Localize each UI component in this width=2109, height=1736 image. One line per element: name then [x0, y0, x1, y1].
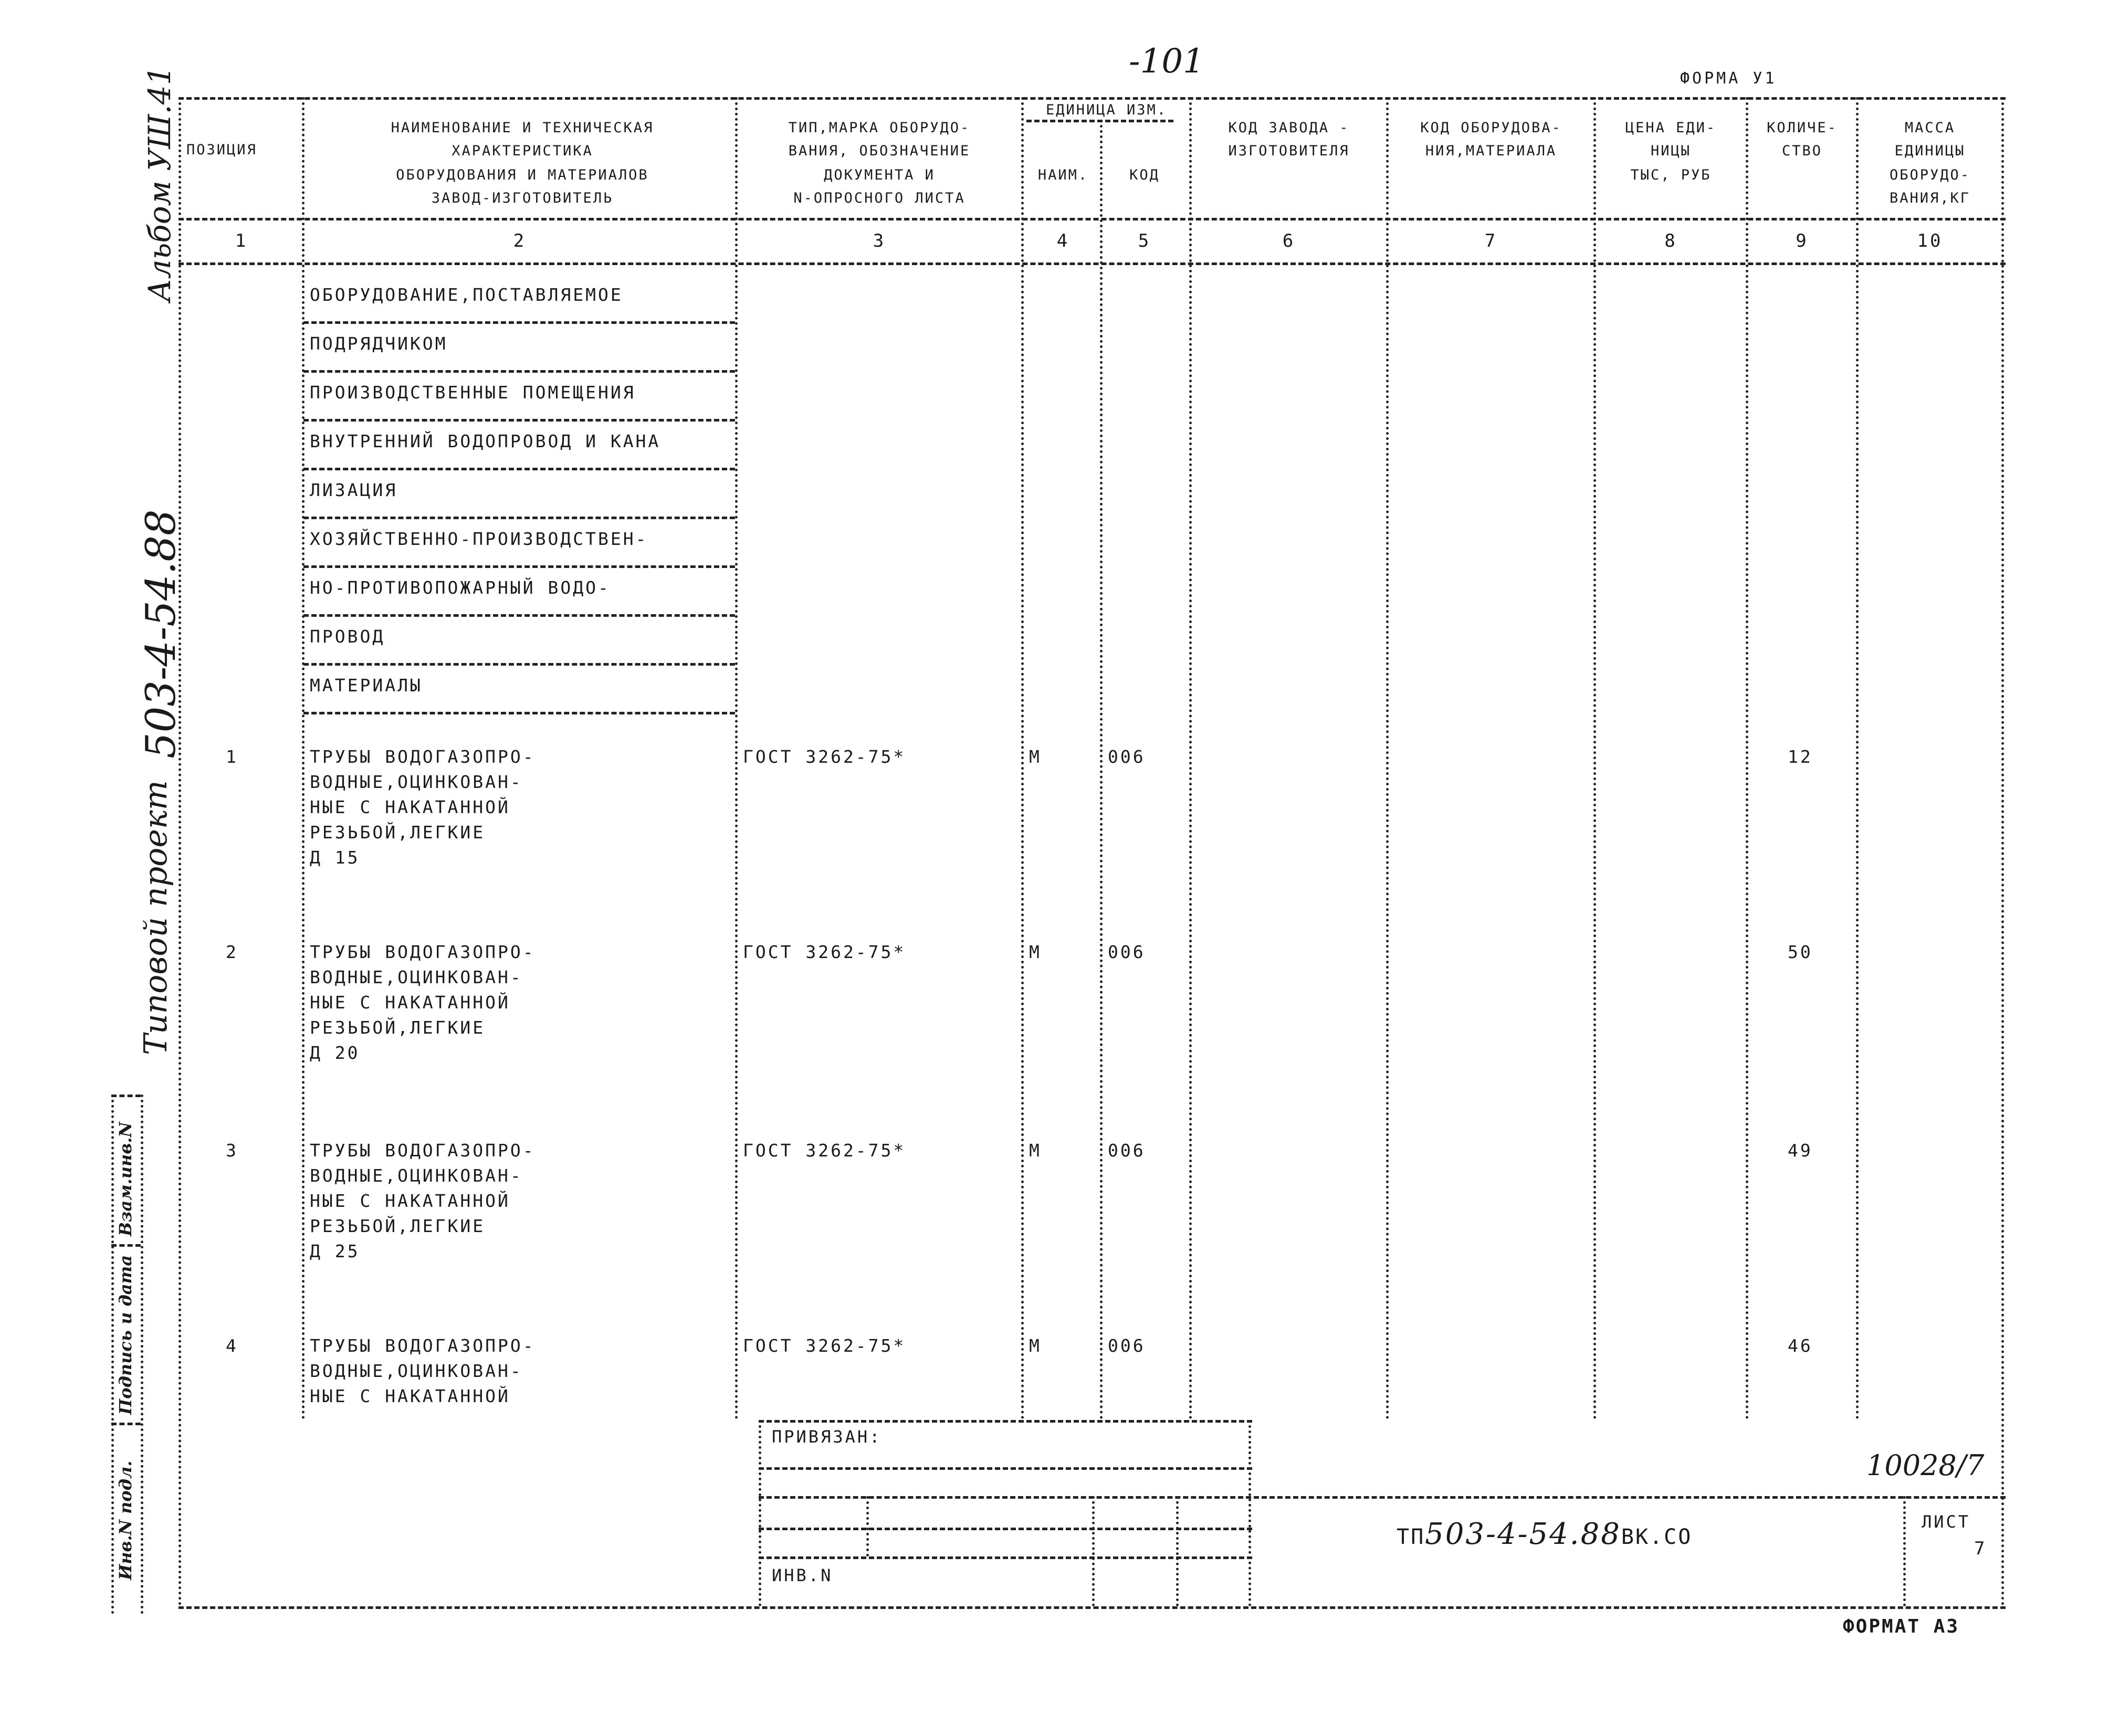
colnum-7: 7 [1484, 230, 1498, 251]
item-1-name-line2: ВОДНЫЕ,ОЦИНКОВАН- [310, 772, 523, 792]
header-col10-line4: ВАНИЯ,КГ [1889, 190, 1971, 206]
col-border-0 [179, 97, 181, 1606]
col-border-5 [1189, 97, 1192, 1420]
colnum-8: 8 [1664, 230, 1677, 251]
form-label: ФОРМА У1 [1680, 69, 1777, 88]
item-1-name-line4: РЕЗЬБОЙ,ЛЕГКИЕ [310, 822, 486, 843]
col-border-1 [302, 97, 305, 1420]
item-1-doc: ГОСТ 3262-75* [743, 746, 906, 767]
designation-hand: 503-4-54.88 [1425, 1517, 1621, 1551]
item-1-unit: М [1029, 746, 1042, 767]
side-stamp-sep-3 [111, 1423, 141, 1425]
colnum-1: 1 [235, 230, 248, 251]
header-col6-line2: ИЗГОТОВИТЕЛЯ [1228, 143, 1350, 159]
section-rule-4 [303, 468, 735, 470]
header-col3-line4: N-ОПРОСНОГО ЛИСТА [793, 190, 966, 206]
item-1-name-line1: ТРУБЫ ВОДОГАЗОПРО- [310, 746, 536, 767]
item-3-name-line4: РЕЗЬБОЙ,ЛЕГКИЕ [310, 1216, 486, 1236]
stamp-rule-1 [759, 1467, 1252, 1470]
stamp-rule-2 [759, 1496, 2006, 1499]
col-border-2 [735, 97, 738, 1420]
table-top-border [179, 97, 2006, 100]
header-bottom-border [179, 218, 2006, 220]
header-col9-line2: СТВО [1781, 143, 1823, 159]
stamp-left-border [759, 1420, 761, 1606]
album-stamp: Альбом УШ.41 [142, 66, 177, 302]
header-col10-line3: ОБОРУДО- [1889, 167, 1971, 183]
header-col8-line1: ЦЕНА ЕДИ- [1625, 120, 1717, 136]
col-border-8 [1746, 97, 1748, 1420]
section-line-5: ЛИЗАЦИЯ [310, 480, 398, 500]
item-1-code: 006 [1108, 746, 1146, 767]
colnum-9: 9 [1796, 230, 1809, 251]
header-col8-line2: НИЦЫ [1650, 143, 1692, 159]
item-4-unit: М [1029, 1335, 1042, 1356]
section-line-3: ПРОИЗВОДСТВЕННЫЕ ПОМЕЩЕНИЯ [310, 382, 636, 403]
section-line-7: НО-ПРОТИВОПОЖАРНЫЙ ВОДО- [310, 577, 611, 598]
side-stamp-sep-1 [111, 1095, 141, 1097]
header-col1: ПОЗИЦИЯ [186, 142, 257, 158]
item-1-name-line5: Д 15 [310, 847, 360, 868]
stamp-col-2 [1092, 1496, 1095, 1606]
item-2-name-line5: Д 20 [310, 1043, 360, 1063]
table-bottom-border [179, 1606, 2006, 1609]
side-stamp-border-right [141, 1095, 143, 1614]
item-2-code: 006 [1108, 942, 1146, 962]
item-2-name-line2: ВОДНЫЕ,ОЦИНКОВАН- [310, 967, 523, 987]
inv-label: ИНВ.N [772, 1565, 833, 1585]
header-col2-line3: ОБОРУДОВАНИЯ И МАТЕРИАЛОВ [396, 167, 649, 183]
item-4-doc: ГОСТ 3262-75* [743, 1335, 906, 1356]
item-2-pos: 2 [226, 942, 238, 962]
section-rule-7 [303, 614, 735, 617]
item-3-pos: 3 [226, 1140, 238, 1161]
stamp-right-border [1248, 1420, 1251, 1606]
item-4-name-line1: ТРУБЫ ВОДОГАЗОПРО- [310, 1335, 536, 1356]
col-border-10 [2001, 97, 2004, 1606]
colnum-3: 3 [873, 230, 886, 251]
header-col7-line1: КОД ОБОРУДОВА- [1420, 120, 1562, 136]
section-line-4: ВНУТРЕННИЙ ВОДОПРОВОД И КАНА [310, 431, 661, 451]
sheet-box-border [1903, 1496, 1906, 1606]
colnum-2: 2 [513, 230, 527, 251]
header-col2-line2: ХАРАКТЕРИСТИКА [452, 143, 593, 159]
header-col10-line2: ЕДИНИЦЫ [1894, 143, 1966, 159]
project-code-stamp: 503-4-54.88 [138, 509, 185, 759]
colnum-5: 5 [1138, 230, 1151, 251]
item-2-name-line4: РЕЗЬБОЙ,ЛЕГКИЕ [310, 1017, 486, 1038]
section-rule-9 [303, 712, 735, 714]
item-1-pos: 1 [226, 746, 238, 767]
header-col5-kod: КОД [1129, 167, 1160, 183]
item-3-name-line1: ТРУБЫ ВОДОГАЗОПРО- [310, 1140, 536, 1161]
item-2-unit: М [1029, 942, 1042, 962]
item-4-code: 006 [1108, 1335, 1146, 1356]
item-3-name-line3: НЫЕ С НАКАТАННОЙ [310, 1191, 510, 1211]
item-2-name-line3: НЫЕ С НАКАТАННОЙ [310, 992, 510, 1013]
header-col2-line4: ЗАВОД-ИЗГОТОВИТЕЛЬ [431, 190, 614, 206]
item-1-name-line3: НЫЕ С НАКАТАННОЙ [310, 797, 510, 817]
side-stamp-border-left [111, 1095, 114, 1614]
item-3-code: 006 [1108, 1140, 1146, 1161]
section-line-2: ПОДРЯДЧИКОМ [310, 333, 448, 354]
header-col3-line3: ДОКУМЕНТА И [824, 167, 935, 183]
stamp-col-1 [866, 1496, 869, 1556]
item-2-doc: ГОСТ 3262-75* [743, 942, 906, 962]
item-2-qty: 50 [1788, 942, 1813, 962]
inv-podl-stamp: Инв.N подл. [116, 1460, 135, 1580]
colnum-4: 4 [1056, 230, 1070, 251]
header-col9-line1: КОЛИЧЕ- [1767, 120, 1838, 136]
section-line-9: МАТЕРИАЛЫ [310, 675, 423, 696]
designation [1397, 1517, 1692, 1551]
section-rule-1 [303, 321, 735, 324]
side-stamp-sep-2 [111, 1244, 141, 1247]
section-line-1: ОБОРУДОВАНИЕ,ПОСТАВЛЯЕМОЕ [310, 285, 623, 305]
colnum-6: 6 [1282, 230, 1296, 251]
item-3-doc: ГОСТ 3262-75* [743, 1140, 906, 1161]
section-rule-2 [303, 370, 735, 373]
section-line-6: ХОЗЯЙСТВЕННО-ПРОИЗВОДСТВЕН- [310, 529, 648, 549]
designation-suffix: ВК.СО [1621, 1525, 1693, 1549]
col-border-7 [1593, 97, 1596, 1420]
section-rule-6 [303, 565, 735, 568]
header-col4-naim: НАИМ. [1037, 167, 1089, 183]
item-3-qty: 49 [1788, 1140, 1813, 1161]
page-number: -101 [1129, 42, 1204, 81]
doc-number: 10028/7 [1866, 1449, 1985, 1482]
header-col3-line1: ТИП,МАРКА ОБОРУДО- [788, 120, 971, 136]
item-3-unit: М [1029, 1140, 1042, 1161]
header-col2-line1: НАИМЕНОВАНИЕ И ТЕХНИЧЕСКАЯ [391, 120, 654, 136]
colnum-bottom-border [179, 262, 2006, 265]
sheet-label: ЛИСТ [1922, 1512, 1971, 1532]
sheet-number: 7 [1974, 1538, 1985, 1559]
item-4-qty: 46 [1788, 1335, 1813, 1356]
designation-prefix: ТП [1397, 1525, 1425, 1549]
item-4-name-line3: НЫЕ С НАКАТАННОЙ [310, 1386, 510, 1406]
item-2-name-line1: ТРУБЫ ВОДОГАЗОПРО- [310, 942, 536, 962]
vzam-inv-stamp: Взам.инв.N [116, 1122, 135, 1236]
project-type-stamp: Типовой проект [138, 780, 174, 1055]
section-rule-8 [303, 663, 735, 666]
item-3-name-line5: Д 25 [310, 1241, 360, 1261]
section-rule-3 [303, 419, 735, 422]
section-line-8: ПРОВОД [310, 626, 385, 647]
format-label: ФОРМАТ А3 [1843, 1616, 1960, 1637]
header-col4-title: ЕДИНИЦА ИЗМ. [1045, 102, 1168, 118]
colnum-10: 10 [1917, 230, 1943, 251]
stamp-col-3 [1176, 1496, 1179, 1606]
stamp-top-border [759, 1420, 1252, 1423]
header-col3-line2: ВАНИЯ, ОБОЗНАЧЕНИЕ [788, 143, 971, 159]
col-border-4 [1100, 120, 1103, 1420]
item-4-name-line2: ВОДНЫЕ,ОЦИНКОВАН- [310, 1361, 523, 1381]
header-col7-line2: НИЯ,МАТЕРИАЛА [1425, 143, 1557, 159]
header-col8-line3: ТЫС, РУБ [1630, 167, 1712, 183]
header-col6-line1: КОД ЗАВОДА - [1228, 120, 1350, 136]
item-1-qty: 12 [1788, 746, 1813, 767]
privyazan-label: ПРИВЯЗАН: [772, 1427, 882, 1447]
item-4-pos: 4 [226, 1335, 238, 1356]
header-col10-line1: МАССА [1904, 120, 1956, 136]
signature-date-stamp: Подпись и дата [116, 1255, 135, 1415]
col-border-6 [1386, 97, 1389, 1420]
col-border-9 [1856, 97, 1859, 1420]
col-border-3 [1021, 97, 1024, 1420]
section-rule-5 [303, 517, 735, 519]
item-3-name-line2: ВОДНЫЕ,ОЦИНКОВАН- [310, 1165, 523, 1186]
